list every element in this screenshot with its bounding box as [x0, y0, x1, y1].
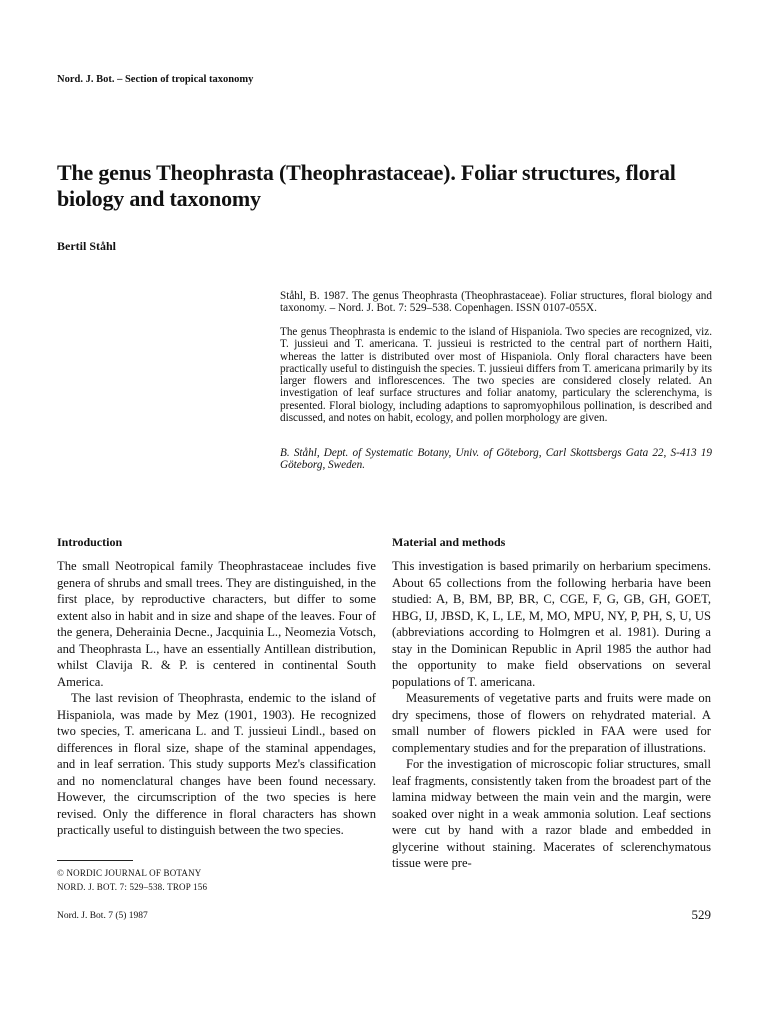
methods-paragraph-3: For the investigation of microscopic foliar structures, small leaf fragments, consistently taken from the broadest part of the lamina midway between the main vein and the margin, were soaked over night in a weak ammonia solution. Leaf sections were cut by hand with a razor blade and embedded in glycerine without staining. Macerates of sclerenchymatous tissue were pre-: [392, 757, 711, 870]
page-number: 529: [691, 907, 711, 922]
author-name: Bertil Ståhl: [57, 239, 116, 253]
footnote-divider: [57, 860, 133, 861]
abstract-body: The genus Theophrasta is endemic to the island of Hispaniola. Two species are recognized, viz. T. jussieui and T. americana. T. jussieui is restricted to the central part of northern Haiti, whereas the latter is distributed over most of Hispaniola. Only floral characters have been practically useful to distinguish the species. T. jussieui differs from T. americana primarily by its larger flowers and inflorescences. The two species are considered closely related. An investigation of leaf surface structures and foliar anatomy, particulary the sclerenchyma, is presented. Floral biology, including adaptions to sapromyophilous pollination, is described and discussed, and notes on habit, ecology, and pollen morphology are given.: [280, 326, 712, 425]
article-title: The genus Theophrasta (Theophrastaceae). Foliar structures, floral biology and taxonomy: [57, 160, 676, 211]
introduction-section: [57, 534, 376, 839]
methods-heading: Material and methods: [392, 535, 506, 549]
methods-paragraph-1: This investigation is based primarily on herbarium specimens. About 65 collections from the following herbaria have been studied: A, B, BM, BP, BR, C, CGE, F, G, GB, GH, GOET, HBG, IJ, JBSD, K, L, LE, M, MO, MPU, NY, P, PH, S, U, US (abbreviations according to Holmgren et al. 1981). During a stay in the Dominican Republic in April 1985 the author had the opportunity to make field observations on several populations of T. americana.: [392, 559, 711, 689]
introduction-paragraph-2: The last revision of Theophrasta, endemic to the island of Hispaniola, was made by Mez (1901, 1903). He recognized two species, T. americana L. and T. jussieui Lindl., based on differences in floral size, shape of the staminal appendages, and in leaf serration. This study supports Mez's classification and no nomenclatural changes have been found necessary. However, the circumscription of the two species is here revised. Only the difference in floral characters has shown practically useful to distinguish between the two species.: [57, 691, 376, 837]
running-header: Nord. J. Bot. – Section of tropical taxonomy: [57, 74, 254, 85]
abstract-citation: Ståhl, B. 1987. The genus Theophrasta (Theophrastaceae). Foliar structures, floral biology and taxonomy. – Nord. J. Bot. 7: 529–538. Copenhagen. ISSN 0107-055X.: [280, 290, 712, 315]
journal-reference: Nord. J. Bot. 7 (5) 1987: [57, 911, 148, 921]
methods-section: [392, 534, 711, 872]
author-address: B. Ståhl, Dept. of Systematic Botany, Univ. of Göteborg, Carl Skottsbergs Gata 22, S-413 19 Göteborg, Sweden.: [280, 447, 712, 472]
introduction-heading: Introduction: [57, 535, 123, 549]
journal-citation-line: NORD. J. BOT. 7: 529–538. TROP 156: [57, 882, 208, 892]
copyright-line: © NORDIC JOURNAL OF BOTANY: [57, 868, 202, 878]
methods-paragraph-2: Measurements of vegetative parts and fruits were made on dry specimens, those of flowers on rehydrated material. A small number of flowers pickled in FAA were used for complementary studies and for the preparation of illustrations.: [392, 691, 711, 755]
introduction-paragraph-1: The small Neotropical family Theophrastaceae includes five genera of shrubs and small trees. They are distinguished, in the first place, by reproductive characters, but differ to some extent also in habit and in size and shape of the leaves. Four of the genera, Deherainia Decne., Jacquinia L., Neomezia Votsch, and Theophrasta L., have an essentially Antillean distribution, whilst Clavija R. & P. is centered in continental South America.: [57, 559, 376, 689]
